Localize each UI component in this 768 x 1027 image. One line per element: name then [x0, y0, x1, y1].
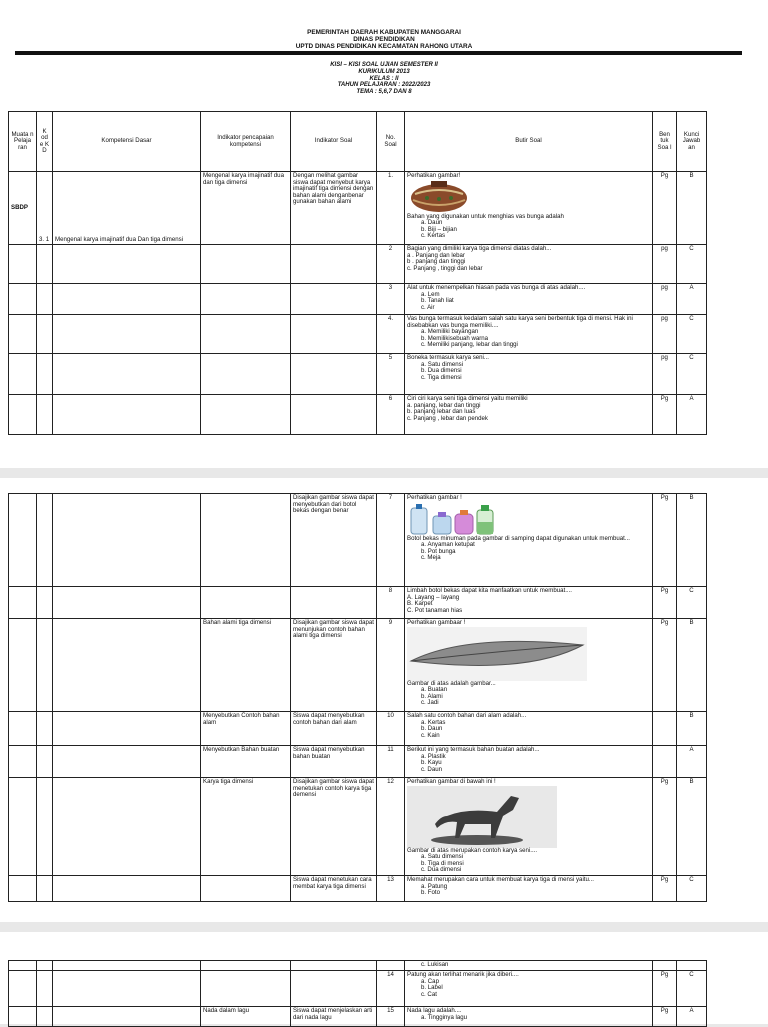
- answer-key: A: [677, 284, 707, 315]
- letterhead-rule: [15, 51, 742, 55]
- table-row: [9, 712, 707, 746]
- option-a: A. Layang – layang: [407, 593, 460, 601]
- question-type: pg: [653, 284, 677, 315]
- question-text: Limbah botol bekas dapat kita manfaatkan untuk membuat....: [407, 587, 572, 594]
- option-c: c. Memiliki panjang, lebar dan tinggi: [421, 341, 518, 348]
- option-c: c. Kain: [421, 731, 440, 739]
- option-b: b. Label: [421, 984, 443, 991]
- option-c: c. Lukisan: [421, 961, 449, 968]
- ipk-cell: Karya tiga dimensi: [201, 778, 291, 876]
- answer-key: C: [677, 354, 707, 395]
- letterhead-line-3: UPTD DINAS PENDIDIKAN KECAMATAN RAHONG UTARA: [295, 43, 473, 50]
- table-row: [9, 172, 707, 245]
- indicator-cell: Siswa dapat menyebutkan contoh bahan dari alam: [291, 712, 377, 746]
- question-number: 14: [377, 971, 405, 1007]
- col-ipk: Indikator pencapaian kompetensi: [201, 112, 291, 172]
- question-text: Berikut ini yang termasuk bahan buatan adalah...: [407, 746, 540, 753]
- option-c: c. Cat: [421, 990, 437, 998]
- question-prompt: Gambar di atas adalah gambar...: [407, 679, 496, 687]
- option-a: a. panjang, lebar dan tinggi: [407, 401, 481, 409]
- option-b: b. panjang lebar dan luas: [407, 408, 476, 415]
- question-prompt: Botol bekas minuman pada gambar di samping dapat digunakan untuk membuat...: [407, 534, 630, 542]
- col-muatan: Muata n Pelaja ran: [9, 112, 37, 172]
- question-text: Nada lagu adalah....: [407, 1007, 462, 1014]
- question-type: Pg: [653, 778, 677, 876]
- ipk-cell: Mengenal karya imajinatif dua dan tiga dimensi: [201, 172, 291, 245]
- question-type: Pg: [653, 619, 677, 712]
- table-row: [9, 778, 707, 876]
- table-row: [9, 961, 707, 971]
- question-cell: [405, 712, 653, 746]
- subject-cell: SBDP: [9, 172, 37, 245]
- answer-key: A: [677, 395, 707, 435]
- ipk-cell: Menyebutkan Bahan buatan: [201, 746, 291, 778]
- question-type: Pg: [653, 494, 677, 587]
- question-cell: [405, 587, 653, 619]
- question-prompt: Gambar di atas merupakan contoh karya seni....: [407, 846, 538, 854]
- col-indikator: Indikator Soal: [291, 112, 377, 172]
- question-type: Pg: [653, 395, 677, 435]
- question-type: Pg: [653, 1007, 677, 1027]
- answer-key: C: [677, 876, 707, 902]
- page-1: [0, 0, 768, 468]
- table-row: [9, 587, 707, 619]
- title-line-5: TEMA : 5,6,7 DAN 8: [356, 89, 412, 96]
- question-type: Pg: [653, 172, 677, 245]
- question-prompt: Bahan yang digunakan untuk menghias vas bunga adalah: [407, 212, 564, 220]
- question-text: Memahat merupakan cara untuk membuat karya tiga di mensi yaitu...: [407, 876, 594, 883]
- option-c: c. Dua dimensi: [421, 866, 462, 873]
- indicator-cell: Siswa dapat menetukan cara membat karya tiga dimensi: [291, 876, 377, 902]
- option-c: c. Air: [421, 303, 435, 311]
- letterhead-line-2: DINAS PENDIDIKAN: [353, 36, 415, 43]
- question-cell: [405, 395, 653, 435]
- question-cell: [405, 876, 653, 902]
- question-cell: [405, 961, 653, 971]
- table-row: [9, 395, 707, 435]
- question-number: 13: [377, 876, 405, 902]
- answer-key: B: [677, 778, 707, 876]
- option-b: b. Dua dimensi: [421, 367, 462, 374]
- question-number: 2: [377, 245, 405, 284]
- question-type: Pg: [653, 876, 677, 902]
- option-b: b. Tanah liat: [421, 297, 454, 304]
- option-a: a. Cap: [421, 977, 439, 985]
- ipk-cell: Bahan alami tiga dimensi: [201, 619, 291, 712]
- question-number: 15: [377, 1007, 405, 1027]
- table-row: [9, 245, 707, 284]
- option-b: b. Foto: [421, 889, 440, 896]
- option-c: c. Panjang , tinggi dan lebar: [407, 264, 483, 272]
- option-b: b. Pot bunga: [421, 547, 456, 555]
- kd-code-cell: 3. 1: [37, 172, 53, 245]
- option-a: a. Satu dimensi: [421, 853, 464, 860]
- option-a: a. Buatan: [421, 686, 448, 693]
- col-kunci: Kunci Jawab an: [677, 112, 707, 172]
- answer-key: A: [677, 1007, 707, 1027]
- answer-key: C: [677, 587, 707, 619]
- question-cell: [405, 315, 653, 354]
- question-cell: [405, 619, 653, 712]
- title-line-1: KISI – KISI SOAL UJIAN SEMESTER II: [330, 62, 438, 68]
- question-number: 6: [377, 395, 405, 435]
- table-row: [9, 876, 707, 902]
- option-b: b . panjang dan tinggi: [407, 258, 466, 265]
- ipk-cell: Nada dalam lagu: [201, 1007, 291, 1027]
- answer-key: B: [677, 172, 707, 245]
- option-b: b. Alami: [421, 692, 443, 700]
- document-title: [0, 62, 768, 96]
- question-cell: [405, 746, 653, 778]
- question-number: 5: [377, 354, 405, 395]
- table-row: [9, 315, 707, 354]
- page-3: [0, 932, 768, 1024]
- question-type: Pg: [653, 587, 677, 619]
- indicator-cell: Disajikan gambar siswa dapat menetukan contoh karya tiga demensi: [291, 778, 377, 876]
- answer-key: B: [677, 619, 707, 712]
- question-text: Patung akan terlihat menarik jika diberi....: [407, 971, 519, 978]
- option-a: a. Plastik: [421, 752, 446, 760]
- leaf-image: [407, 627, 587, 681]
- title-line-4: TAHUN PELAJARAN : 2022/2023: [337, 82, 431, 89]
- grid-table-1: [8, 111, 707, 435]
- question-number: 9: [377, 619, 405, 712]
- option-c: c. Panjang , lebar dan pendek: [407, 414, 488, 422]
- decorated-vase-image: [407, 180, 471, 214]
- col-kd: Kompetensi Dasar: [53, 112, 201, 172]
- question-text: Perhatikan gambar!: [407, 172, 461, 179]
- option-c: c. Kertas: [421, 232, 446, 239]
- question-text: Perhatikan gambaar !: [407, 619, 466, 626]
- col-butir: Butir Soal: [405, 112, 653, 172]
- question-text: Perhatikan gambar di bawah ini !: [407, 778, 496, 785]
- option-a: a. Anyaman ketupat: [421, 541, 475, 548]
- option-b: b. Daun: [421, 725, 443, 732]
- page-2: [0, 478, 768, 922]
- answer-key: C: [677, 315, 707, 354]
- question-number: 1.: [377, 172, 405, 245]
- table-header-row: [9, 112, 707, 172]
- question-type: pg: [653, 315, 677, 354]
- answer-key: C: [677, 971, 707, 1007]
- question-cell: [405, 354, 653, 395]
- question-text: Vas bunga termasuk kedalam salah satu karya seni berbentuk tiga di mensi. Hak ini disebabkan vas bunga memiliki....: [407, 315, 633, 329]
- indicator-cell: Disajikan gambar siswa dapat menyebutkan dari botol bekas dengan benar: [291, 494, 377, 587]
- question-number: 12: [377, 778, 405, 876]
- question-cell: [405, 172, 653, 245]
- table-row: [9, 971, 707, 1007]
- table-row: [9, 746, 707, 778]
- table-row: [9, 494, 707, 587]
- option-a: a. Tingginya lagu: [421, 1013, 468, 1021]
- option-a: a. Kertas: [421, 718, 446, 726]
- question-text: Perhatikan gambar !: [407, 494, 462, 501]
- indicator-cell: Disajikan gambar siswa dapat menunjukan contoh bahan alami tiga dimensi: [291, 619, 377, 712]
- indicator-cell: Dengan melihat gambar siswa dapat menyebut karya imajinatif tiga dimensi dengan bahan alami denganbenar gunakan bahan alami: [291, 172, 377, 245]
- option-c: c. Tiga dimensi: [421, 373, 462, 381]
- title-line-2: KURIKULUM 2013: [358, 68, 410, 75]
- question-number: 10: [377, 712, 405, 746]
- option-a: a. Memiliki bayangan: [421, 328, 479, 335]
- question-text: Bagian yang dimiliki karya tiga dimensi diatas dalah...: [407, 245, 552, 252]
- option-a: a . Panjang dan lebar: [407, 251, 465, 259]
- question-type: pg: [653, 354, 677, 395]
- table-row: [9, 354, 707, 395]
- ipk-cell: Menyebutkan Contoh bahan alam: [201, 712, 291, 746]
- letterhead: [0, 0, 768, 50]
- option-a: a. Patung: [421, 882, 448, 890]
- option-c: c. Jadi: [421, 699, 439, 706]
- question-number: 11: [377, 746, 405, 778]
- col-no: No. Soal: [377, 112, 405, 172]
- indicator-cell: Siswa dapat menjelaskan arti dari nada lagu: [291, 1007, 377, 1027]
- option-c: C. Pot tanaman hias: [407, 606, 463, 614]
- table-row: [9, 619, 707, 712]
- question-type: Pg: [653, 971, 677, 1007]
- option-c: c. Meja: [421, 554, 441, 561]
- option-b: b. Tiga di mensi: [421, 859, 464, 867]
- question-number: 4.: [377, 315, 405, 354]
- question-type: [653, 746, 677, 778]
- horse-sculpture-image: [407, 786, 557, 848]
- question-text: Alat untuk menempelkan hiasan pada vas bunga di atas adalah....: [407, 284, 586, 291]
- question-type: [653, 712, 677, 746]
- question-cell: [405, 971, 653, 1007]
- option-b: b. Memilikisebuah warna: [421, 334, 489, 342]
- question-text: Salah satu contoh bahan dari alam adalah...: [407, 712, 527, 719]
- plastic-bottles-image: [407, 502, 497, 536]
- letterhead-line-1: PEMERINTAH DAERAH KABUPATEN MANGGARAI: [307, 29, 461, 36]
- question-type: pg: [653, 245, 677, 284]
- option-a: a. Lem: [421, 290, 440, 298]
- question-cell: [405, 245, 653, 284]
- option-a: a. Daun: [421, 219, 443, 226]
- grid-table-3: [8, 960, 707, 1027]
- col-bentuk: Ben tuk Soa l: [653, 112, 677, 172]
- answer-key: B: [677, 494, 707, 587]
- question-cell: [405, 494, 653, 587]
- answer-key: A: [677, 746, 707, 778]
- option-b: B. Karpet: [407, 600, 433, 607]
- option-c: c. Daun: [421, 765, 443, 773]
- question-cell: [405, 778, 653, 876]
- kd-cell: Mengenal karya imajinatif dua Dan tiga dimensi: [53, 172, 201, 245]
- grid-table-2: [8, 493, 707, 902]
- table-row: [9, 284, 707, 315]
- col-kode: K od e K D: [37, 112, 53, 172]
- answer-key: C: [677, 245, 707, 284]
- question-cell: [405, 284, 653, 315]
- option-b: b. Kayu: [421, 759, 442, 766]
- question-number: 3: [377, 284, 405, 315]
- question-number: 8: [377, 587, 405, 619]
- title-line-3: KELAS : II: [369, 75, 399, 82]
- answer-key: B: [677, 712, 707, 746]
- question-number: 7: [377, 494, 405, 587]
- question-text: Ciri ciri karya seni tiga dimensi yaitu memiliki: [407, 395, 528, 402]
- option-b: b. Biji – bijian: [421, 225, 457, 233]
- option-a: a. Satu dimensi: [421, 360, 464, 368]
- question-text: Boneka termasuk karya seni...: [407, 354, 489, 361]
- indicator-cell: Siswa dapat menyebutkan bahan buatan: [291, 746, 377, 778]
